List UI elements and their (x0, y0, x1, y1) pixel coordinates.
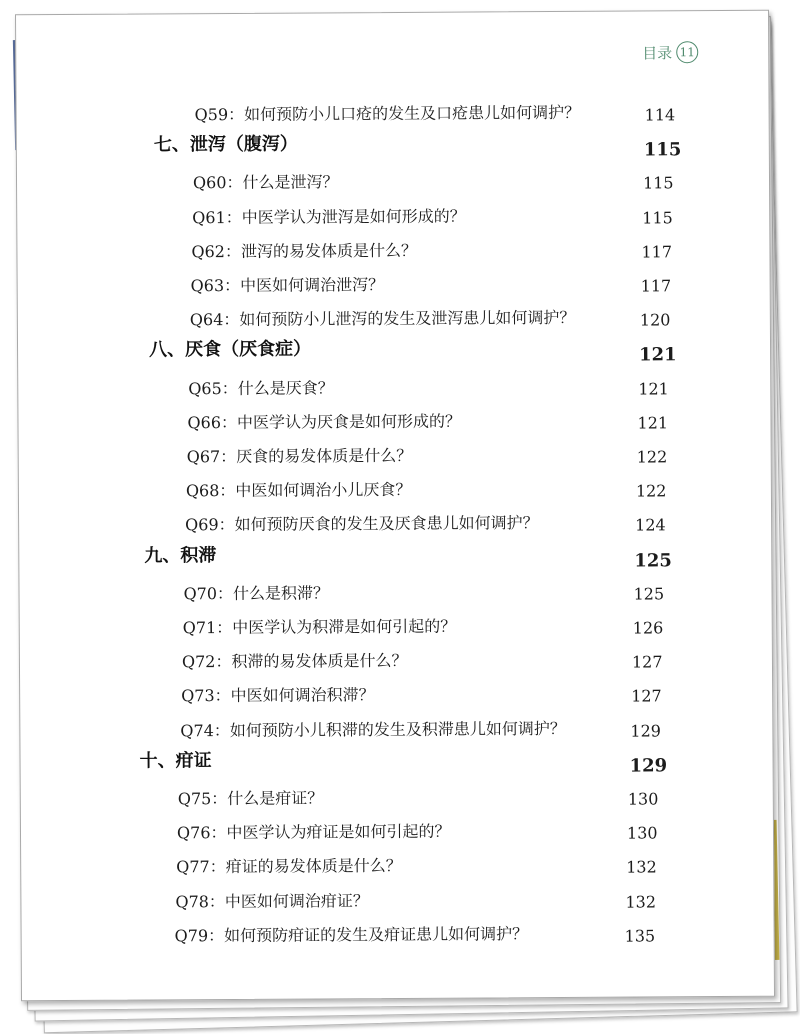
toc-entry: Q72：积滞的易发体质是什么？ (181, 651, 408, 672)
toc-entry: Q71：中医学认为积滞是如何引起的？ (182, 616, 457, 638)
toc-entry: Q78：中医如何调治疳证？ (175, 890, 369, 911)
toc-page (15, 10, 775, 1002)
toc-entry: Q69：如何预防厌食的发生及厌食患儿如何调护？ (185, 513, 539, 535)
toc-page-number: 115 (642, 173, 674, 193)
toc-entry: Q70：什么是积滞？ (183, 583, 330, 604)
toc-entry: Q63：中医如何调治泄泻？ (190, 275, 385, 296)
toc-page-number: 130 (627, 789, 659, 809)
toc-page-number: 115 (642, 207, 673, 228)
toc-page-number: 115 (643, 139, 682, 161)
toc-page-number: 132 (625, 892, 657, 912)
toc-page-number: 126 (632, 618, 664, 638)
toc-entry: Q77：疳证的易发体质是什么？ (176, 856, 402, 877)
section-heading: 十、疳证 (139, 749, 212, 772)
toc-entry: Q75：什么是疳证？ (177, 788, 324, 809)
toc-entry: Q64：如何预防小儿泄泻的发生及泄泻患儿如何调护？ (189, 308, 576, 330)
toc-entry: Q74：如何预防小儿积滞的发生及积滞患儿如何调护？ (180, 718, 566, 740)
toc-page-number: 117 (640, 276, 672, 296)
toc-entry: Q67：厌食的易发体质是什么？ (186, 445, 413, 467)
toc-page-number: 127 (631, 686, 662, 706)
header-title: 目录 (642, 43, 673, 62)
header-page-number: 11 (676, 41, 698, 63)
toc-page-number: 127 (631, 652, 663, 672)
toc-page-number: 120 (639, 310, 671, 330)
toc-entry: Q59：如何预防小儿口疮的发生及口疮患儿如何调护？ (194, 102, 581, 125)
toc-page-number: 125 (634, 549, 672, 572)
toc-page-number: 135 (624, 926, 656, 946)
toc-page-number: 129 (630, 720, 661, 741)
toc-entry: Q61：中医学认为泄泻是如何形成的？ (192, 206, 466, 227)
toc-entry: Q60：什么是泄泻？ (192, 172, 339, 193)
toc-page-number: 132 (626, 857, 657, 877)
section-heading: 七、泄泻（腹泻） (153, 133, 298, 156)
toc-page-number: 122 (635, 481, 667, 501)
section-heading: 九、积滞 (144, 544, 217, 567)
toc-entry: Q65：什么是厌食？ (188, 377, 334, 398)
toc-page-number: 117 (641, 242, 673, 262)
toc-entry: Q62：泄泻的易发体质是什么？ (191, 240, 417, 262)
toc-page-number: 114 (644, 105, 676, 125)
toc-page-number: 122 (636, 447, 668, 467)
toc-entry: Q66：中医学认为厌食是如何形成的？ (187, 411, 462, 433)
toc-page-number: 121 (637, 413, 669, 433)
toc-entry: Q79：如何预防疳证的发生及疳证患儿如何调护？ (174, 923, 529, 946)
toc-page-number: 125 (633, 584, 665, 604)
toc-entry: Q73：中医如何调治积滞？ (181, 685, 375, 706)
table-of-contents (16, 11, 774, 1001)
toc-page-number: 129 (629, 755, 668, 777)
toc-entry: Q76：中医学认为疳证是如何引起的？ (176, 821, 451, 843)
toc-entry: Q68：中医如何调治小儿厌食？ (185, 480, 412, 501)
toc-page-number: 121 (639, 344, 677, 366)
toc-page-number: 121 (638, 378, 669, 399)
toc-page-number: 124 (635, 515, 666, 535)
section-heading: 八、厌食（厌食症） (148, 338, 312, 361)
toc-page-number: 130 (626, 823, 658, 843)
